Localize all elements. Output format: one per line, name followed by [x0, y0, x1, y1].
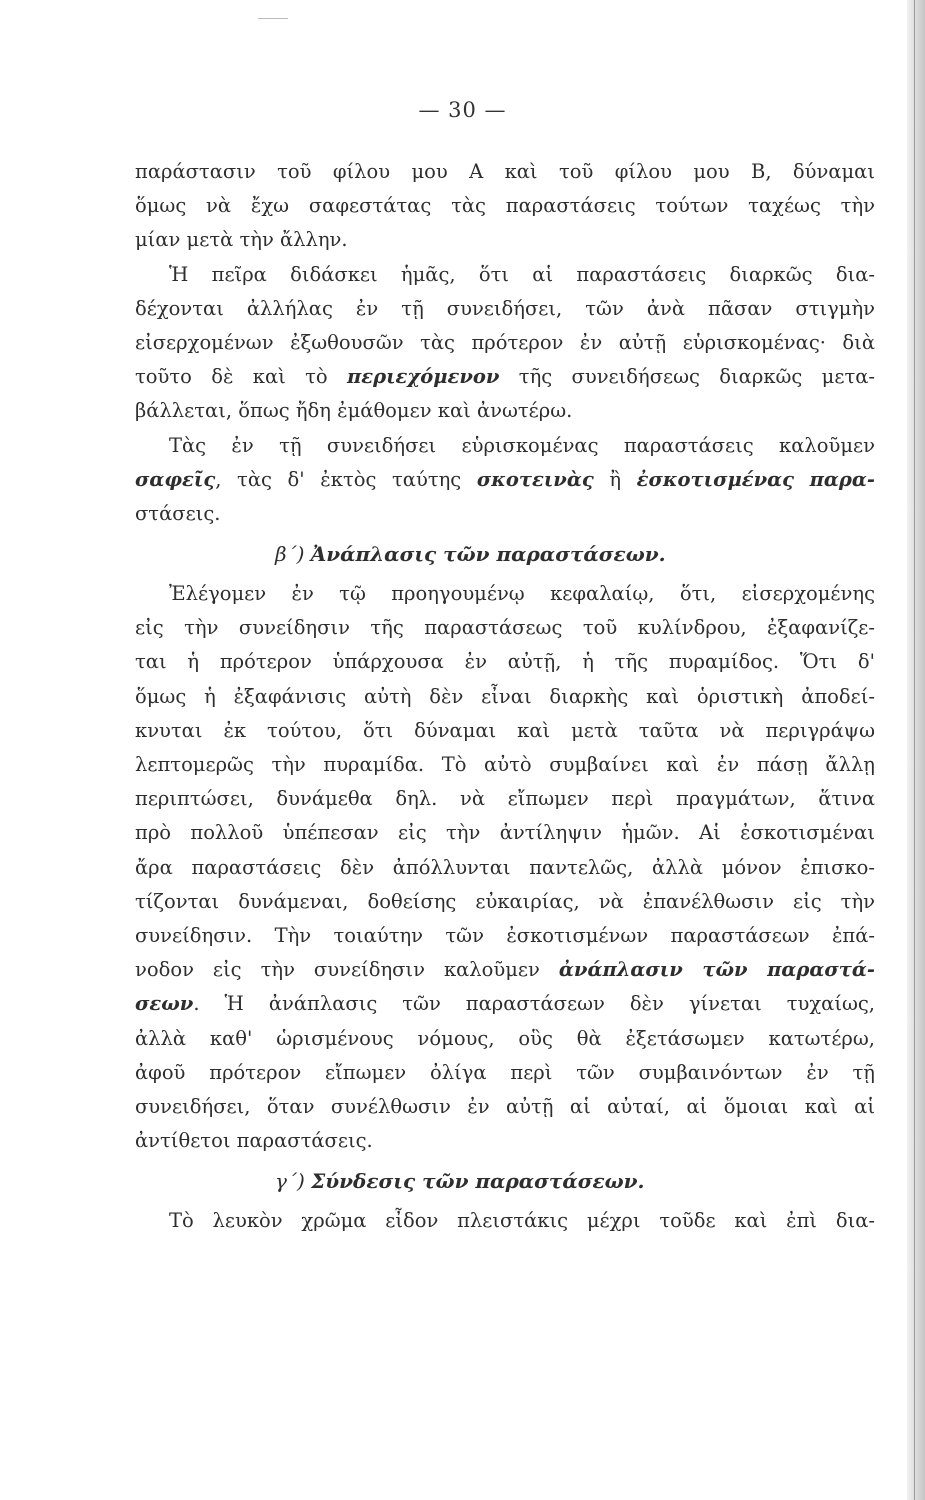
text-line: εἰσερχομένων ἐξωθουσῶν τὰς πρότερον ἐν αὐτῇ εὑρισκομένας· διὰ — [135, 330, 875, 354]
emphasis-term: ἀνάπλασιν τῶν παραστά- — [558, 958, 875, 982]
text-line: εἰς τὴν συνείδησιν τῆς παραστάσεως τοῦ κυλίνδρου, ἐξαφανίζε- — [135, 616, 875, 640]
text-line: συνείδησιν. Τὴν τοιαύτην τῶν ἐσκοτισμένων παραστάσεων ἐπά- — [135, 923, 875, 947]
section-title: Ἀνάπλασις τῶν παραστάσεων. — [310, 542, 666, 567]
text-line: ται ἡ πρότερον ὑπάρχουσα ἐν αὐτῇ, ἡ τῆς πυραμίδος. Ὅτι δ' — [135, 650, 875, 674]
text-segment: . Ἡ ἀνάπλασις τῶν παραστάσεων δὲν γίνεται τυχαίως, — [193, 992, 875, 1016]
text-line: ἀλλὰ καθ' ὡρισμένους νόμους, οὓς θὰ ἐξετάσωμεν κατωτέρω, — [135, 1026, 875, 1050]
text-line — [135, 987, 875, 1021]
text-segment: , τὰς δ' ἐκτὸς ταύτης — [215, 467, 462, 491]
text-line: λεπτομερῶς τὴν πυραμίδα. Τὸ αὐτὸ συμβαίνει καὶ ἐν πάσῃ ἄλλῃ — [135, 753, 875, 776]
text-segment: ἢ — [609, 467, 622, 491]
text-line: ἀφοῦ πρότερον εἴπωμεν ὀλίγα περὶ τῶν συμβαινόντων ἐν τῇ — [135, 1060, 875, 1084]
emphasis-term: σεων — [135, 992, 194, 1016]
emphasis-term: παρα- — [809, 467, 875, 491]
text-line: τίζονται δυνάμεναι, δοθείσης εὐκαιρίας, νὰ ἐπανέλθωσιν εἰς τὴν — [135, 889, 875, 913]
text-line: στάσεις. — [135, 501, 221, 525]
emphasis-term: ἐσκοτισμένας — [636, 467, 794, 491]
text-line: πρὸ πολλοῦ ὑπέπεσαν εἰς τὴν ἀντίληψιν ἡμῶν. Αἱ ἐσκοτισμέναι — [135, 821, 875, 845]
text-line: κνυται ἐκ τούτου, ὅτι δύναμαι καὶ μετὰ ταῦτα νὰ περιγράψω — [135, 718, 875, 742]
text-line: Ἡ πεῖρα διδάσκει ἡμᾶς, ὅτι αἱ παραστάσεις διαρκῶς δια- — [169, 262, 875, 286]
text-line: ὅμως νὰ ἔχω σαφεστάτας τὰς παραστάσεις τούτων ταχέως τὴν — [135, 194, 875, 218]
text-line: ὅμως ἡ ἐξαφάνισις αὐτὴ δὲν εἶναι διαρκὴς καὶ ὁριστικὴ ἀποδεί- — [135, 684, 875, 708]
text-segment: νοδον εἰς τὴν συνείδησιν καλοῦμεν — [135, 958, 540, 982]
text-segment: τῆς συνειδήσεως διαρκῶς μετα- — [518, 365, 875, 389]
text-line: συνειδήσει, ὅταν συνέλθωσιν ἐν αὐτῇ αἱ αὐταί, αἱ ὅμοιαι καὶ αἱ — [135, 1094, 875, 1118]
text-line: βάλλεται, ὅπως ἤδη ἐμάθομεν καὶ ἀνωτέρω. — [135, 399, 573, 423]
text-line: ἀντίθετοι παραστάσεις. — [135, 1129, 373, 1153]
page-edge-line — [914, 0, 915, 1500]
print-mark — [258, 18, 288, 19]
section-heading-c — [135, 1158, 875, 1204]
text-line: περιπτώσει, δυνάμεθα δηλ. νὰ εἴπωμεν περὶ πραγμάτων, ἅτινα — [135, 787, 875, 811]
section-heading-b — [135, 531, 875, 577]
text-line: μίαν μετὰ τὴν ἄλλην. — [135, 228, 348, 252]
text-segment: τοῦτο δὲ καὶ τὸ — [135, 365, 328, 389]
emphasis-term: περιεχόμενον — [347, 365, 500, 389]
section-label: β΄) — [275, 542, 305, 567]
section-title: Σύνδεσις τῶν παραστάσεων. — [311, 1169, 645, 1194]
emphasis-term: σαφεῖς — [135, 467, 216, 491]
text-line: δέχονται ἀλλήλας ἐν τῇ συνειδήσει, τῶν ἀνὰ πᾶσαν στιγμὴν — [135, 296, 875, 320]
body-text — [135, 155, 875, 1238]
section-label: γ΄) — [275, 1169, 305, 1194]
text-line — [135, 360, 875, 394]
text-line: Τὸ λευκὸν χρῶμα εἶδον πλειστάκις μέχρι τοῦδε καὶ ἐπὶ δια- — [169, 1209, 875, 1233]
text-line: ἄρα παραστάσεις δὲν ἀπόλλυνται παντελῶς, ἀλλὰ μόνον ἐπισκο- — [135, 855, 875, 879]
text-line: Ἐλέγομεν ἐν τῷ προηγουμένῳ κεφαλαίῳ, ὅτι, εἰσερχομένης — [169, 582, 875, 606]
text-line: παράστασιν τοῦ φίλου μου Α καὶ τοῦ φίλου μου Β, δύναμαι — [135, 160, 875, 183]
page-edge — [907, 0, 925, 1500]
text-line — [135, 463, 875, 497]
text-line: Τὰς ἐν τῇ συνειδήσει εὑρισκομένας παραστάσεις καλοῦμεν — [169, 433, 875, 457]
emphasis-term: σκοτεινὰς — [476, 467, 594, 491]
text-line — [135, 953, 875, 987]
page-number: — 30 — — [418, 98, 507, 122]
